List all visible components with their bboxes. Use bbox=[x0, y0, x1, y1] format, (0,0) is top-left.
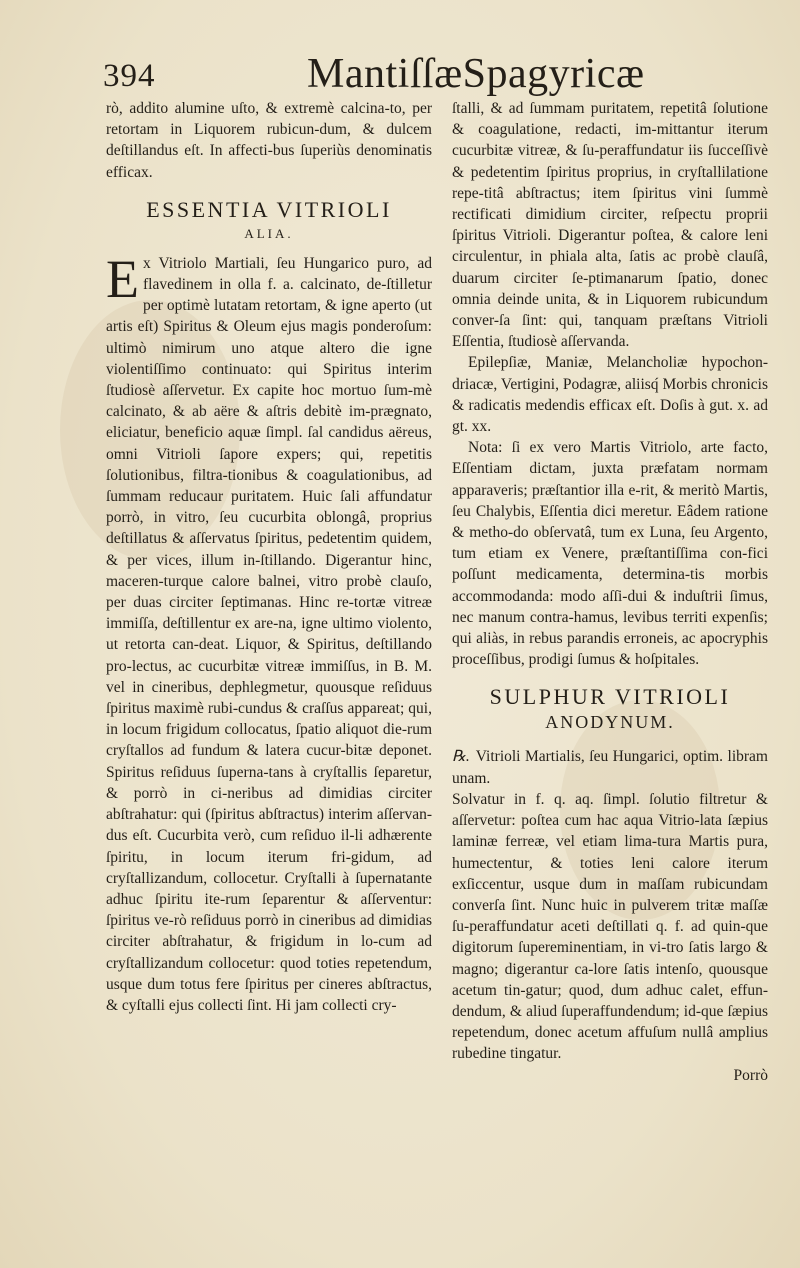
section-subheading: ANODYNUM. bbox=[545, 712, 675, 733]
paragraph-text: x Vitriolo Martiali, ſeu Hungarico puro, ad flavedinem in olla f. a. calcinato, de-ſtilletur per optimè lutatam retortam, & igne aperto (ut artis eſt) Spiritus & Oleum ejus magis ponderoſum: ultimò nimirum uno atque altero die igne violentiſſimo continuato: qui Spiritus interim ſtudiosè aſſervetur. Ex capite hoc mortuo ſum-mè calcinato, & ab aëre & aſtris debitè im-prægnato, eliciatur, beneficio aquæ ſimpl. ſal candidus aëreus, omni Vitrioli ſapore expers; qui, repetitis ſolutionibus, filtra-tionibus & coagulationibus, ad ſummam reducaur puritatem. Huic ſali affundatur porrò, in vitro, ſeu cucurbita oblongâ, proprius deſtillatus & aſſervatus ſpiritus, pedetentim quidem, & per vices, illum in-ſtillando. Digerantur hinc, maceren-turque calore balnei, vitro probè clauſo, per duas circiter ſeptimanas. Hinc re-tortæ vitreæ immiſſa, deſtillentur ex are-na, igne ultimo violento, ut retorta can-deat. Liquor, & Spiritus, deſtillando pro-lectus, ac cucurbitæ vitreæ immiſſus, in B. M. vel in cineribus, dephlegmetur, quousque reſiduus ſpiritus maximè rubi-cundus & craſſus appareat; qui, in locum frigidum collocatus, ſpatio aliquot die-rum cryſtallos ad fundum & latera cucur-bitæ deponet. Spiritus reſiduus ſuperna-tans à cryſtallis ſeparetur, & porrò in ci-neribus ad dimidias circiter abſtrahatur: qui (ſpiritus abſtractus) interim aſſervan-dus eſt. Cucurbita verò, cum reſiduo il-li adhærente ſpiritu, in locum iterum fri-gidum, ad cryſtallizandum, collocetur. Cryſtalli à ſupernatante adhuc ſpiritu ite-rum ſeparentur & aſſerventur: ſpiritus ve-rò reſiduus porrò in cineribus ad dimidias circiter abſtrahatur, & frigidum in lo-cum ad cryſtallizandum collocetur: quod toties repetendum, usque dum totus fere ſpiritus per cineres abſtractus, & cyſtalli ejus collecti ſint. Hi jam collecti cry- bbox=[106, 254, 432, 1014]
right-column bbox=[452, 98, 768, 1086]
catchword: Porrò bbox=[733, 1066, 768, 1084]
drop-cap: E bbox=[106, 248, 139, 309]
body-paragraph: ſtalli, & ad ſummam puritatem, repetitâ ſolutione & coagulatione, redacti, im-mittantur iterum cucurbitæ vitreæ, & ſu-peraffundatur iis ſucceſſivè & pedetentim ſpiritus proprius, in cryſtallilatione repe-titâ abſtractus; item ſpiritus vini ſummè rectificati dimidium circiter, reſpectu proprii ſpiritus Vitrioli. Digerantur poſtea, & calore leni circulentur, in phiala alta, ſatis ac probè clauſâ, duarum circiter ſe-ptimanarum ſpatio, donec omnia deinde unita, & in Liquorem rubicundum conver-ſa ſint: qui, tanquam præſtans Vitrioli Eſſentia, ſtudiosè aſſervanda. bbox=[452, 100, 768, 351]
left-column bbox=[106, 98, 432, 1016]
running-title: MantiſſæSpagyricæ bbox=[307, 51, 645, 97]
note-paragraph: Nota: ſi ex vero Martis Vitriolo, arte facto, Eſſentiam dictam, juxta præfatam normam apparaveris; præſtantior illa e-rit, & meritò Martis, ſeu Chalybis, Eſſentia dici meretur. Eâdem ratione & metho-do obſervatâ, tum ex Luna, ſeu Argento, tum etiam ex Venere, præſtantiſſima con-fici poſſunt medicamenta, determina-tis morbis accommodanda: modo aſſi-dui & induſtrii ſimus, nec manum contra-hamus, levibus territi expenſis; qui aliàs, in rebus parandis erroneis, ac apocryphis proceſſibus, prodigi ſumus & hoſpitales. bbox=[452, 439, 768, 669]
section-heading: ESSENTIA VITRIOLI bbox=[146, 196, 392, 222]
section-heading: SULPHUR VITRIOLI bbox=[489, 684, 731, 710]
body-paragraph bbox=[106, 248, 432, 1016]
recipe-symbol: ℞. bbox=[452, 748, 470, 766]
intro-paragraph: rò, addito alumine uſto, & extremè calcina-to, per retortam in Liquorem rubicun-dum, & dulcem deſtillandus eſt. In affecti-bus ſuperiùs denominatis efficax. bbox=[106, 100, 432, 181]
recipe-paragraph bbox=[452, 746, 768, 788]
recipe-text: Vitrioli Martialis, ſeu Hungarici, optim. libram unam. bbox=[452, 748, 768, 787]
section-subheading: ALIA. bbox=[244, 225, 294, 241]
indications-paragraph: Epilepſiæ, Maniæ, Melancholiæ hypochon-driacæ, Vertigini, Podagræ, aliisq́ Morbis chronicis & radicatis medendis efficax eſt. Doſis à gut. x. ad gt. xx. bbox=[452, 354, 768, 436]
page-number: 394 bbox=[103, 58, 156, 94]
body-paragraph: Solvatur in f. q. aq. ſimpl. ſolutio filtretur & aſſervetur: poſtea cum hac aqua Vitrio-lata ſæpius laminæ ferreæ, vel etiam lima-tura Martis pura, humectentur, & toties leni calore iterum exſiccentur, usque dum in maſſam rubicundam converſa ſint. Nunc huic in pulverem tritæ maſſæ ſu-peraffundatur aceti deſtillati q. f. ad quin-que digitorum ſupereminentiam, in vi-tro ſatis largo & magno; digerantur ca-lore ſatis intenſo, quousque acetum tin-gatur; quod, dum adhuc calet, effun-dendum, & aliud ſuperaffundendum; id-que ſæpius repetendum, donec acetum affuſum nullâ amplius rubedine tingatur. bbox=[452, 790, 768, 1063]
page-header bbox=[0, 50, 800, 100]
